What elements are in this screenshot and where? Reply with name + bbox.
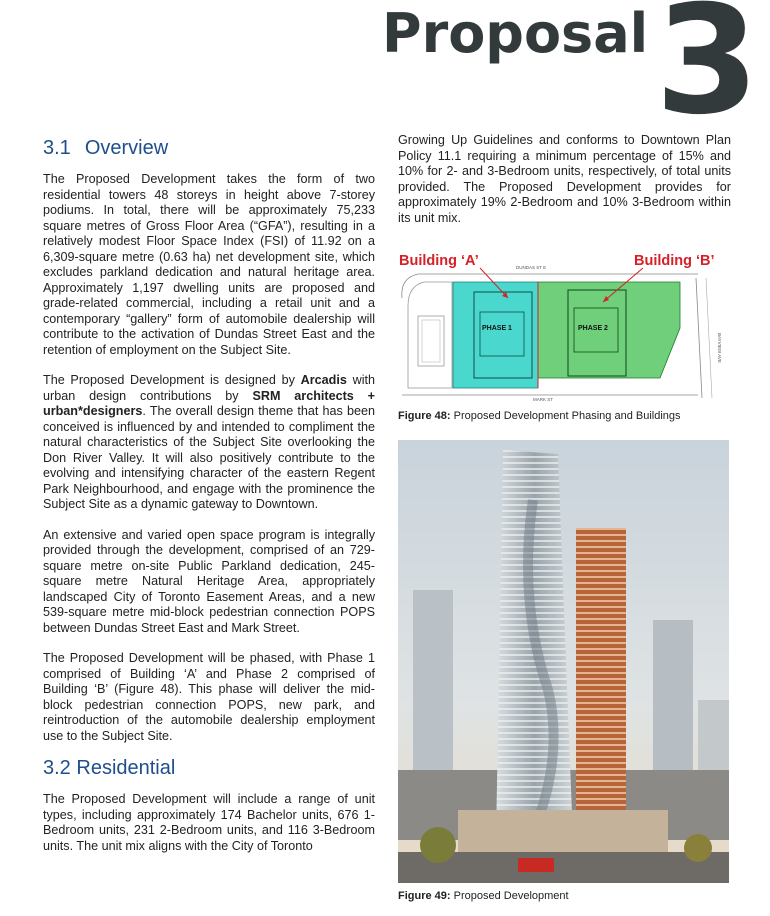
development-rendering <box>398 440 729 883</box>
residential-paragraph-1: The Proposed Development will include a range of unit types, including approximately 174 Bachelor units, 676 1-Bedroom units, 231 2-Bedroom units, and 116 3-Bedroom units. The unit mix aligns with the City of Toronto <box>43 792 375 853</box>
tree <box>684 834 712 862</box>
phase-2-label: PHASE 2 <box>578 325 608 332</box>
overview-paragraph-4: The Proposed Development will be phased, with Phase 1 comprised of Building ‘A’ and Phase 2 comprised of Building ‘B’ (Figure 48). This phase will deliver the mid-block pedestrian connection POPS, new park, and reintroduction of the automobile dealership employment use to the Subject Site. <box>43 651 375 743</box>
background-building <box>413 590 453 790</box>
right-column <box>398 133 731 226</box>
text-fragment: with urban design contributions by <box>43 373 375 403</box>
section-3-1-heading <box>43 137 375 160</box>
podium <box>458 810 668 855</box>
overview-paragraph-3: An extensive and varied open space program is integrally provided through the development, comprised of an 729-square metre on-site Public Parkland dedication, 245-square metre Natural Heritage Area, appropriately landscaped City of Toronto Easement Areas, and a new 539-square metre mid-block pedestrian connection POPS between Dundas Street East and Mark Street. <box>43 527 375 635</box>
section-3-2-heading <box>43 757 375 780</box>
caption-label: Figure 48: <box>398 410 451 422</box>
caption-text: Proposed Development <box>450 890 569 902</box>
section-number: 3.1 <box>43 137 71 159</box>
existing-building <box>422 320 440 362</box>
section-title: Overview <box>84 137 169 159</box>
road-outline <box>706 278 712 398</box>
text-fragment: The Proposed Development is designed by <box>43 373 301 387</box>
street-label-bayview: BAYVIEW AVE <box>717 333 722 363</box>
figure-49-caption <box>398 890 569 902</box>
street-label-mark: MARK ST <box>533 397 554 402</box>
streetcar <box>518 858 554 872</box>
street-label-dundas: DUNDAS ST E <box>516 265 547 270</box>
section-title: Residential <box>76 757 176 779</box>
building-b-label: Building ‘B’ <box>634 253 715 269</box>
chapter-number: 3 <box>655 0 760 148</box>
road-outline <box>696 278 702 398</box>
background-building <box>653 620 693 790</box>
tree <box>420 827 456 863</box>
caption-label: Figure 49: <box>398 890 451 902</box>
left-column <box>43 137 375 854</box>
overview-paragraph-1: The Proposed Development takes the form of two residential towers 48 storeys in height above 7-storey podiums. In total, there will be approximately 75,233 square metres of Gross Floor Area (“GFA”), resulting in a relatively modest Floor Space Index (FSI) of 11.92 on a 6,309-square metre (0.63 ha) net development site, which excludes parkland dedication and natural heritage area. Approximately 1,197 dwelling units are proposed and grade-related commercial, including a retail unit and a contemporary “gallery” form of automobile dealership will contribute to the activation of Dundas Street East and the retention of employment on the Subject Site. <box>43 172 375 357</box>
figure-48-caption <box>398 410 681 422</box>
caption-text: Proposed Development Phasing and Buildings <box>450 410 681 422</box>
road-outline <box>408 282 452 388</box>
chapter-title: Proposal <box>382 2 649 65</box>
srm-name: SRM architects + urban*designers <box>43 388 375 418</box>
residential-continued: Growing Up Guidelines and conforms to Downtown Plan Policy 11.1 requiring a minimum percentage of 15% and 10% for 2- and 3-Bedroom units, respectively, of total units provided. The Proposed Development provides for approximately 19% 2-Bedroom and 10% 3-Bedroom within its unit mix. <box>398 133 731 225</box>
building-b-tower <box>576 528 626 828</box>
site-plan-diagram <box>398 258 731 408</box>
arcadis-name: Arcadis <box>300 373 347 387</box>
phase-1-label: PHASE 1 <box>482 325 512 332</box>
phase-1-area <box>453 282 538 388</box>
building-a-label: Building ‘A’ <box>399 253 479 269</box>
text-fragment: . The overall design theme that has been conceived is influenced by and intended to compliment the natural characteristics of the Subject Site overlooking the Don River Valley. It will also positively contribute to the evolving and intensifying character of the eastern Regent Park Neighbourhood, and engage with the prominence the Subject Site as a dynamic gateway to Downtown. <box>43 404 375 511</box>
section-number: 3.2 <box>43 757 71 779</box>
overview-paragraph-2 <box>43 373 375 513</box>
